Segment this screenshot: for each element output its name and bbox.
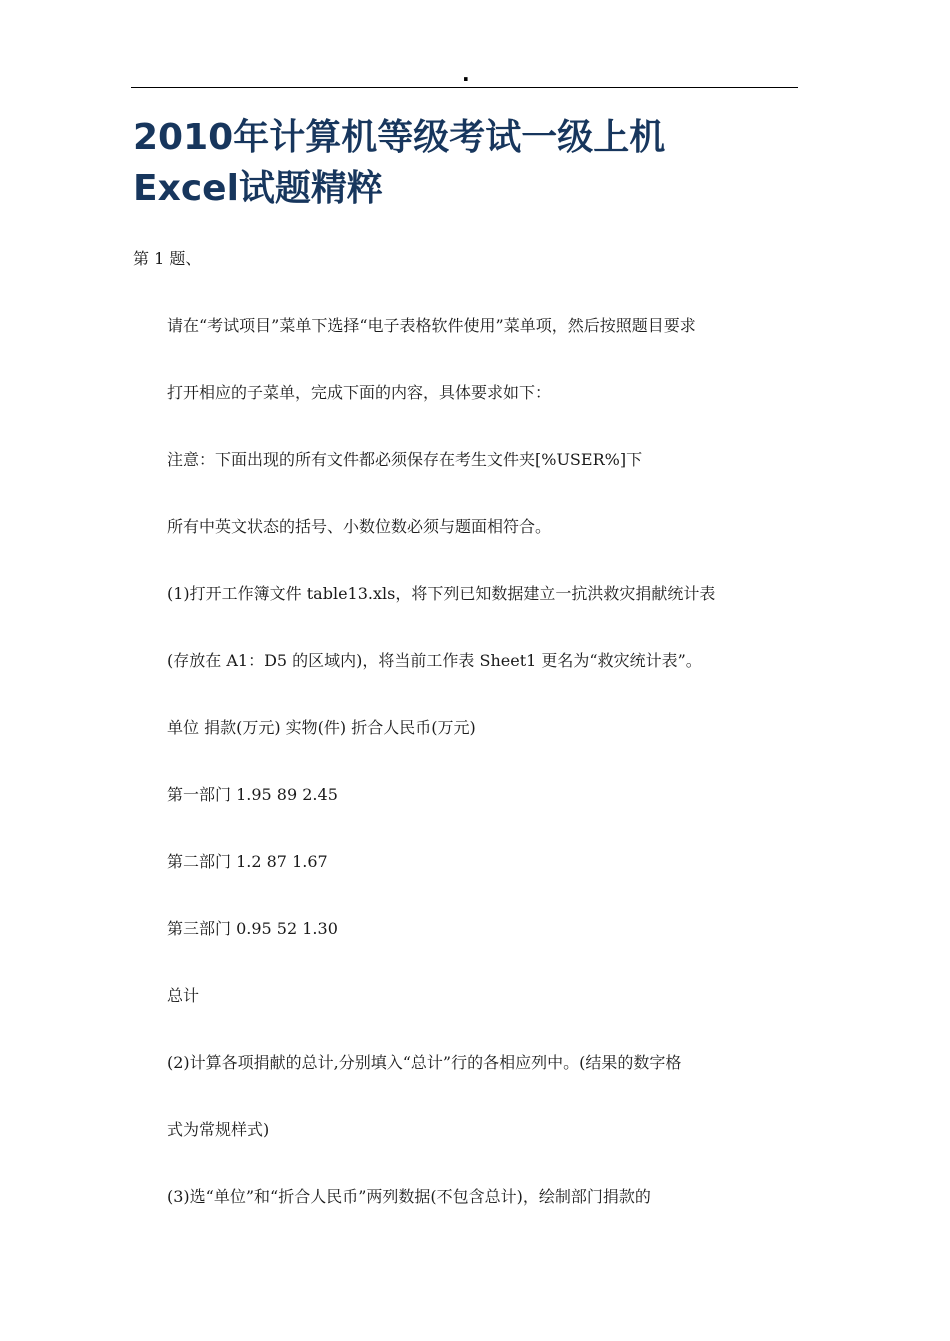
body-line: 式为常规样式): [167, 1120, 270, 1139]
title-line-1: 2010年计算机等级考试一级上机: [133, 117, 666, 158]
body-line: (1)打开工作簿文件 table13.xls，将下列已知数据建立一抗洪救灾捐献统计表: [167, 584, 716, 603]
body-line: (3)选“单位”和“折合人民币”两列数据(不包含总计)，绘制部门捐款的: [167, 1187, 651, 1206]
page-title: [133, 112, 773, 214]
header-mark: .: [462, 62, 470, 86]
table-row-line: 第三部门 0.95 52 1.30: [167, 919, 338, 938]
title-line-2: Excel试题精粹: [133, 168, 383, 209]
body-line: 所有中英文状态的括号、小数位数必须与题面相符合。: [167, 517, 552, 536]
table-total-line: 总计: [167, 986, 200, 1005]
body-line: 打开相应的子菜单，完成下面的内容，具体要求如下：: [167, 383, 552, 402]
table-row-line: 第二部门 1.2 87 1.67: [167, 852, 328, 871]
question-label: 第 1 题、: [133, 249, 202, 268]
header-rule: [131, 87, 798, 88]
body-line: (存放在 A1：D5 的区域内)，将当前工作表 Sheet1 更名为“救灾统计表”。: [167, 651, 702, 670]
table-header-line: 单位 捐款(万元) 实物(件) 折合人民币(万元): [167, 718, 476, 737]
body-line: 注意：下面出现的所有文件都必须保存在考生文件夹[%USER%]下: [167, 450, 643, 469]
table-row-line: 第一部门 1.95 89 2.45: [167, 785, 338, 804]
body-line: (2)计算各项捐献的总计,分别填入“总计”行的各相应列中。(结果的数字格: [167, 1053, 682, 1072]
body-line: 请在“考试项目”菜单下选择“电子表格软件使用”菜单项，然后按照题目要求: [167, 316, 696, 335]
